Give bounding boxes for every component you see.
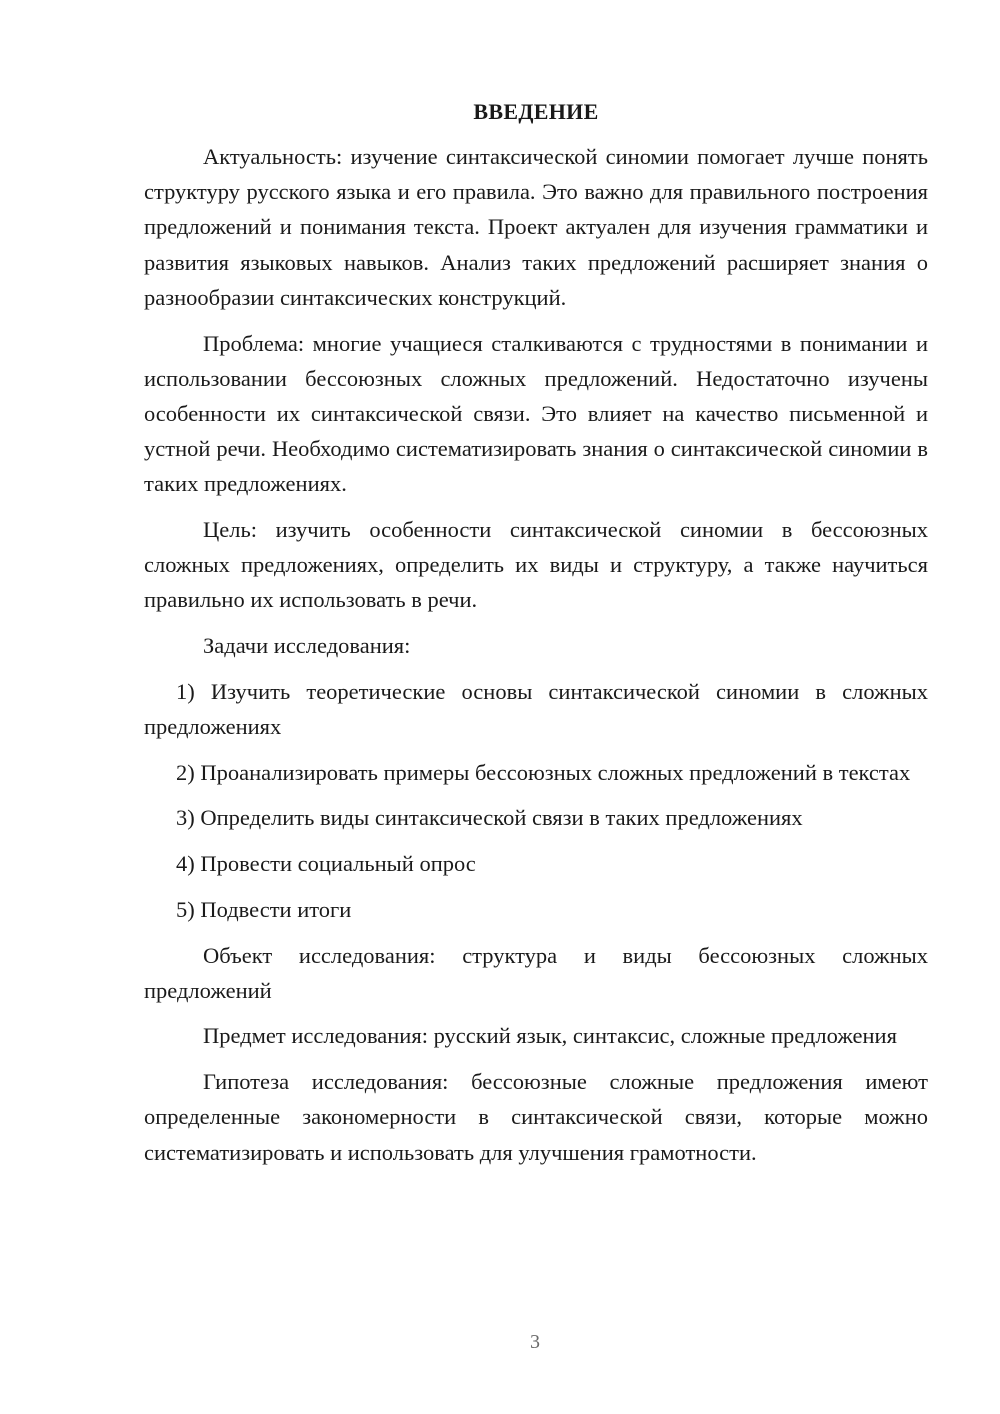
task-item-4: 4) Провести социальный опрос — [176, 851, 476, 877]
section-title: ВВЕДЕНИЕ — [473, 99, 599, 124]
page-number: 3 — [530, 1331, 540, 1353]
paragraph-relevance: Актуальность: изучение синтаксической синомии помогает лучше понять структуру русского языка и его правила. Это важно для правильного построения предложений и понимания текста. Проект актуален для изучения грамматики и развития языковых навыков. Анализ таких предложений расширяет знания о разнообразии синтаксических конструкций. — [144, 144, 928, 310]
task-item-1: 1) Изучить теоретические основы синтаксической синомии в сложных предложениях — [144, 678, 928, 740]
task-item-5: 5) Подвести итоги — [176, 896, 352, 922]
task-item-3: 3) Определить виды синтаксической связи в таких предложениях — [176, 805, 803, 831]
tasks-heading: Задачи исследования: — [203, 633, 411, 659]
task-item-2: 2) Проанализировать примеры бессоюзных сложных предложений в текстах — [176, 759, 911, 785]
paragraph-object: Объект исследования: структура и виды бессоюзных сложных предложений — [144, 942, 928, 1003]
page-content — [144, 95, 928, 1170]
paragraph-subject: Предмет исследования: русский язык, синтаксис, сложные предложения — [203, 1023, 897, 1049]
paragraph-problem: Проблема: многие учащиеся сталкиваются с трудностями в понимании и использовании бессоюзных сложных предложений. Недостаточно изучены особенности их синтаксической связи. Это влияет на качество письменной и устной речи. Необходимо систематизировать знания о синтаксической синомии в таких предложениях. — [144, 330, 928, 497]
paragraph-goal: Цель: изучить особенности синтаксической синомии в бессоюзных сложных предложениях, определить их виды и структуру, а также научиться правильно их использовать в речи. — [144, 517, 928, 613]
paragraph-hypothesis: Гипотеза исследования: бессоюзные сложные предложения имеют определенные закономерности в синтаксической связи, которые можно систематизировать и использовать для улучшения грамотности. — [144, 1069, 928, 1165]
